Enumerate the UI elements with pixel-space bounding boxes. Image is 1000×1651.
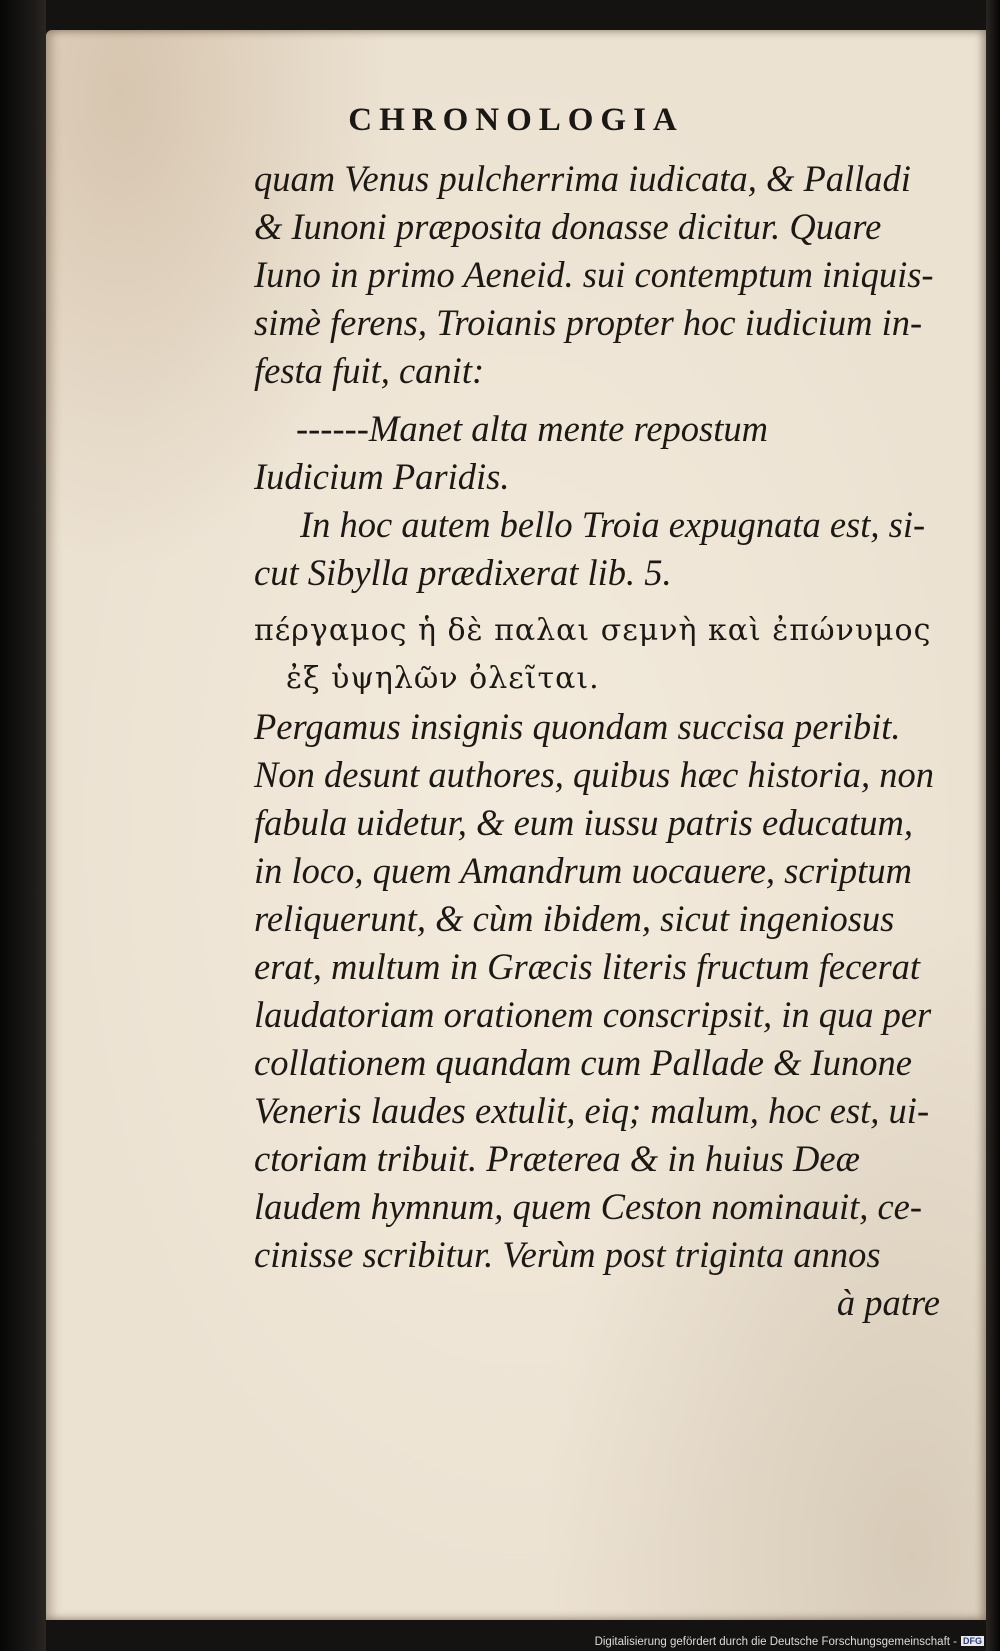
text-line: laudem hymnum, quem Ceston nominauit, ce-	[254, 1186, 923, 1227]
text-line: erat, multum in Græcis literis fructum fecerat	[254, 946, 921, 987]
text-line: festa fuit, canit:	[254, 350, 485, 391]
text-line: Iuno in primo Aeneid. sui contemptum iniquis-	[254, 254, 934, 295]
text-line: simè ferens, Troianis propter hoc iudicium in-	[254, 302, 923, 343]
text-line: & Iunoni præposita donasse dicitur. Quare	[254, 206, 882, 247]
text-line: Non desunt authores, quibus hæc historia, non	[254, 754, 935, 795]
text-line: laudatoriam orationem conscripsit, in qua per	[254, 994, 932, 1035]
catchword: à patre	[836, 1282, 940, 1323]
digitization-credit	[595, 1636, 984, 1648]
text-line: quam Venus pulcherrima iudicata, & Palladi	[254, 158, 911, 199]
greek-verse-line: πέργαμος ἡ δὲ παλαι σεμνὴ καὶ ἐπώνυμος	[254, 613, 932, 648]
text-line: cut Sibylla prædixerat lib. 5.	[254, 552, 672, 593]
scan-left-edge	[0, 0, 46, 1651]
page-body	[254, 155, 944, 1327]
text-line: cinisse scribitur. Verùm post triginta annos	[254, 1234, 881, 1275]
text-line: fabula uidetur, & eum iussu patris educatum,	[254, 802, 914, 843]
verse-quote-line: Iudicium Paridis.	[254, 456, 510, 497]
text-line: reliquerunt, & cùm ibidem, sicut ingeniosus	[254, 898, 895, 939]
dfg-logo: DFG	[963, 1636, 982, 1646]
text-line: Veneris laudes extulit, eiq; malum, hoc est, ui-	[254, 1090, 930, 1131]
scan-right-edge	[986, 0, 1000, 1651]
verse-quote-line: ------Manet alta mente repostum	[296, 408, 768, 449]
book-page	[46, 30, 986, 1620]
latin-verse-line: Pergamus insignis quondam succisa peribit.	[254, 706, 901, 747]
running-head: CHRONOLOGIA	[348, 102, 684, 138]
text-line: in loco, quem Amandrum uocauere, scriptum	[254, 850, 912, 891]
paragraph-start-line: In hoc autem bello Troia expugnata est, si-	[300, 504, 926, 545]
credit-text: Digitalisierung gefördert durch die Deutsche Forschungsgemeinschaft -	[594, 1636, 957, 1648]
text-line: ctoriam tribuit. Præterea & in huius Deæ	[254, 1138, 860, 1179]
text-line: collationem quandam cum Pallade & Iunone	[254, 1042, 912, 1083]
greek-verse-line: ἐξ ὑψηλῶν ὀλεῖται.	[286, 661, 600, 696]
